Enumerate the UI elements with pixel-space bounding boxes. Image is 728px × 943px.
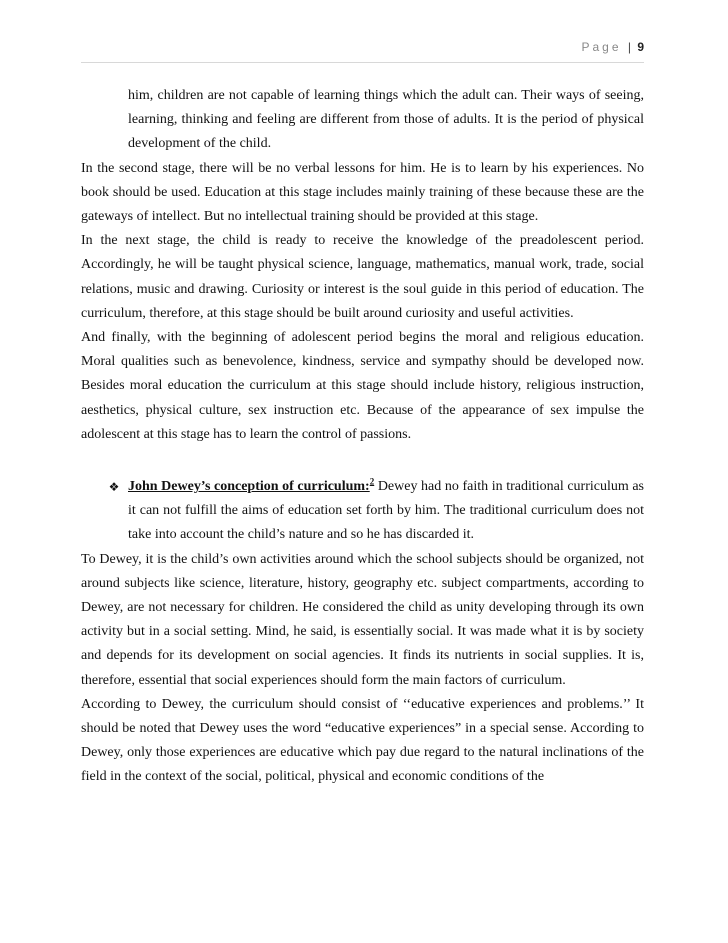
paragraph-dewey-experiences: According to Dewey, the curriculum should consist of ‘‘educative experiences and problems.’’ It should be noted that Dewey uses the word “educative experiences” in a special sense. According to Dewey, only those experiences are educative which pay due regard to the natural inclinations of the field in the context of the social, political, physical and economic conditions of the <box>81 696 644 785</box>
paragraph-continuation: him, children are not capable of learning things which the adult can. Their ways of seeing, learning, thinking and feeling are different from those of adults. It is the period of physical development of the child. <box>128 88 644 152</box>
page-number: 9 <box>637 40 644 54</box>
bullet-item-dewey <box>81 475 644 548</box>
paragraph-second-stage: In the second stage, there will be no verbal lessons for him. He is to learn by his experiences. No book should be used. Education at this stage includes mainly training of these because these are the gateways of intellect. But no intellectual training should be provided at this stage. <box>81 160 644 225</box>
section-heading: John Dewey’s conception of curriculum: <box>128 479 370 495</box>
diamond-bullet-icon: ❖ <box>108 480 120 495</box>
footnote-ref: 2 <box>369 476 375 487</box>
document-body <box>81 84 644 790</box>
page-label: Page <box>581 40 622 54</box>
spacer <box>81 447 644 475</box>
paragraph-dewey-activities: To Dewey, it is the child’s own activities around which the school subjects should be organized, not around subjects like science, literature, history, geography etc. subject compartments, according to Dewey, are not necessary for children. He considered the child as unity developing through its own activity but in a social setting. Mind, he said, is essentially social. It was made what it is by society and depends for its development on social agencies. It finds its nutrients in social supplies. It is, therefore, essential that social experiences should form the main factors of curriculum. <box>81 551 644 688</box>
paragraph-next-stage: In the next stage, the child is ready to receive the knowledge of the preadolescent period. Accordingly, he will be taught physical science, language, mathematics, manual work, trade, social relations, music and drawing. Curiosity or interest is the soul guide in this period of education. The curriculum, therefore, at this stage should be built around curiosity and useful activities. <box>81 233 644 321</box>
paragraph-adolescent: And finally, with the beginning of adolescent period begins the moral and religious education. Moral qualities such as benevolence, kindness, service and sympathy should be developed now. Besides moral education the curriculum at this stage should include history, religious instruction, aesthetics, physical culture, sex instruction etc. Because of the appearance of sex impulse the adolescent at this stage has to learn the control of passions. <box>81 330 644 442</box>
page-separator: | <box>627 40 631 54</box>
page-header <box>581 40 644 54</box>
header-rule <box>81 62 644 63</box>
bullet-text: Dewey had no faith in traditional curriculum as it can not fulfill the aims of education set forth by him. The traditional curriculum does not take into account the child’s nature and so he has discarded it. <box>128 479 644 543</box>
